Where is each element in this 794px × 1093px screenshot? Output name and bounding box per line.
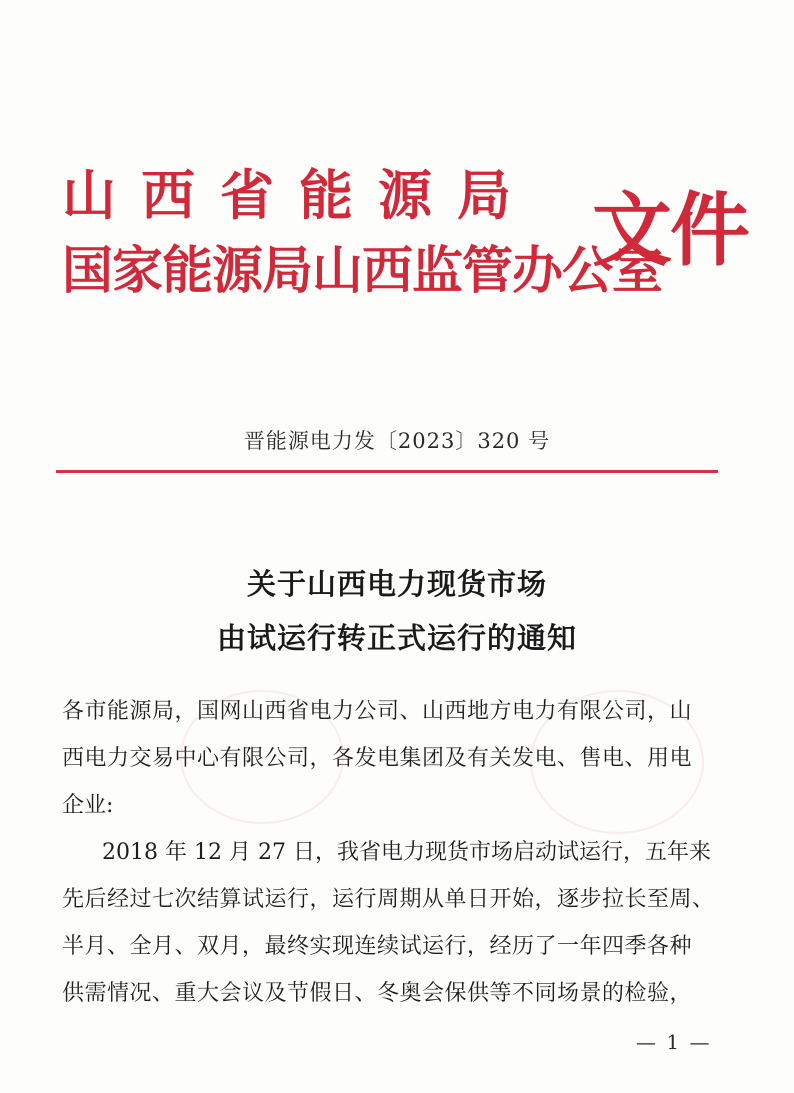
body-line: 半月、全月、双月，最终实现连续试运行，经历了一年四季各种 <box>62 934 693 959</box>
body-line: 企业: <box>62 793 114 818</box>
page-number: — 1 — <box>636 1030 712 1054</box>
issuer-line-2: 国家能源局山西监管办公室 <box>62 241 663 301</box>
body-line: 西电力交易中心有限公司，各发电集团及有关发电、售电、用电 <box>62 746 693 771</box>
document-body <box>62 688 722 1017</box>
body-line: 各市能源局，国网山西省电力公司、山西地方电力有限公司，山 <box>62 699 693 724</box>
document-title-line-1: 关于山西电力现货市场 <box>246 567 547 601</box>
document-number: 晋能源电力发〔2023〕320 号 <box>243 429 551 453</box>
body-line: 先后经过七次结算试运行，运行周期从单日开始，逐步拉长至周、 <box>62 887 715 912</box>
issuer-block <box>62 163 663 301</box>
issuer-line-1: 山西省能源局 <box>62 163 536 227</box>
body-line: 供需情况、重大会议及节假日、冬奥会保供等不同场景的检验， <box>62 981 693 1006</box>
document-title-line-2: 由试运行转正式运行的通知 <box>216 621 577 655</box>
red-divider <box>56 470 718 473</box>
document-type-label: 文件 <box>592 183 748 277</box>
body-line: 2018 年 12 月 27 日，我省电力现货市场启动试运行，五年来 <box>102 840 711 865</box>
